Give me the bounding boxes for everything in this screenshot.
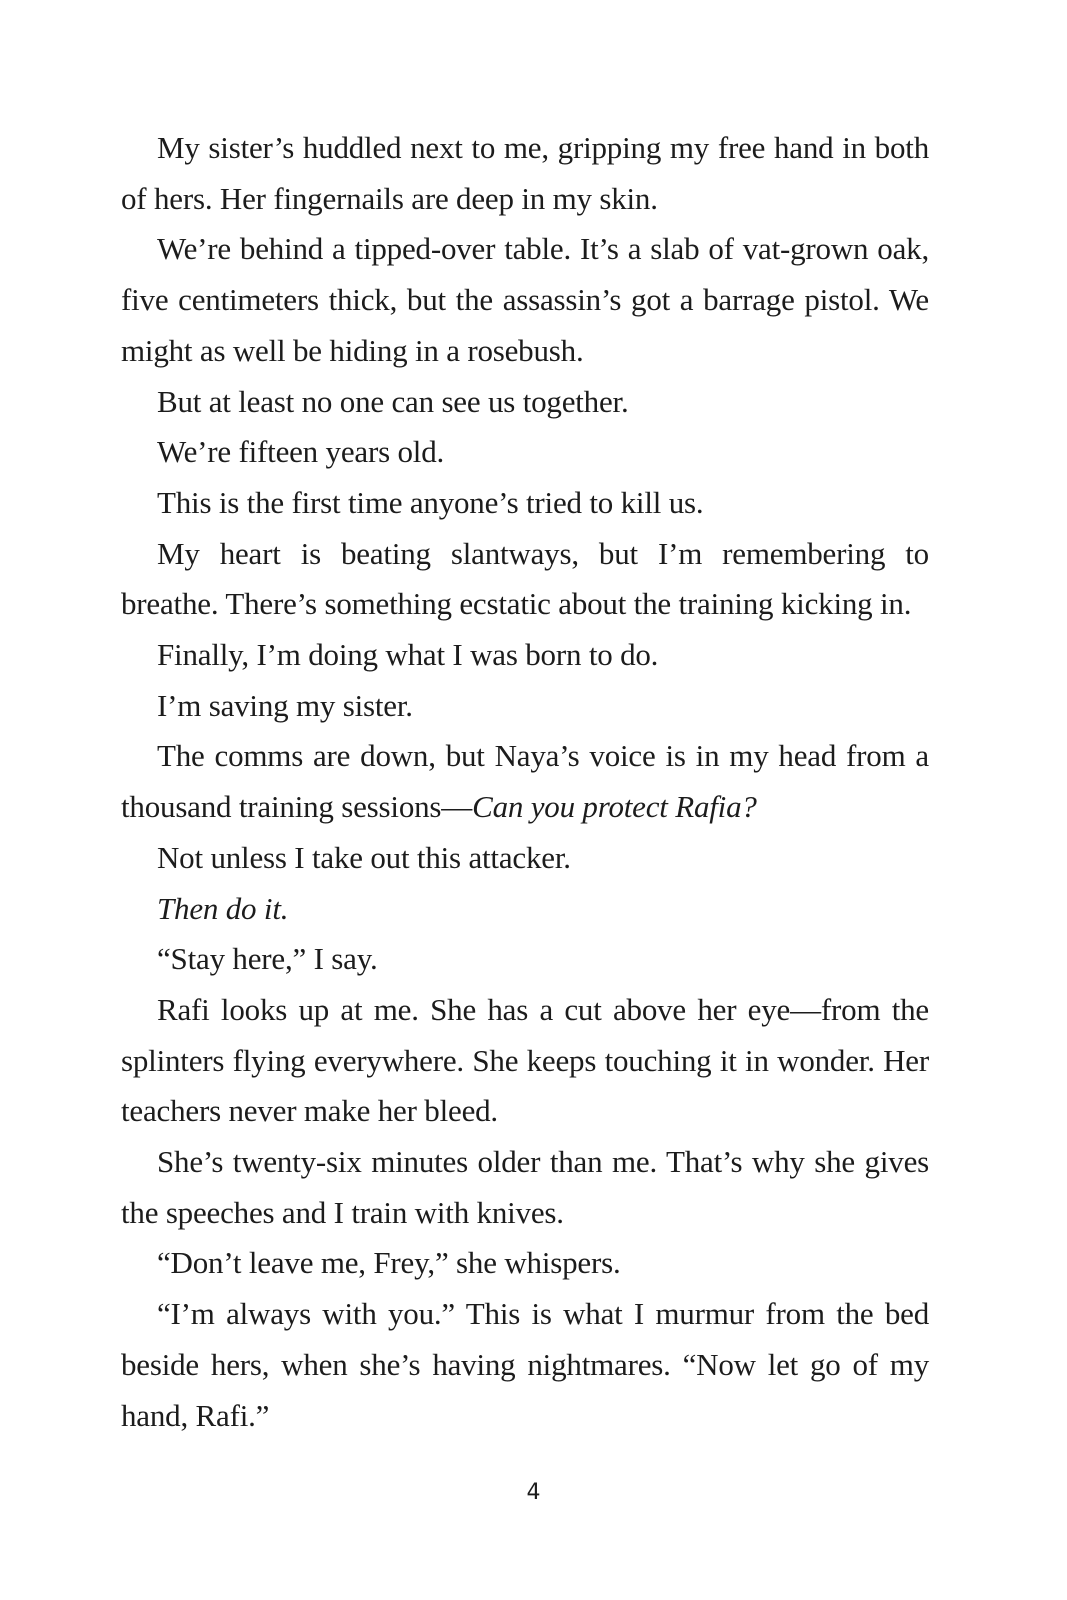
paragraph-text: The comms are down, but Naya’s voice is in my head from a thousand training sessions— [121, 738, 929, 825]
body-text [121, 123, 929, 1441]
paragraph [121, 731, 929, 832]
page-number: 4 [526, 1480, 541, 1505]
paragraph [121, 884, 929, 935]
paragraph: I’m saving my sister. [157, 687, 413, 723]
paragraph: We’re fifteen years old. [157, 434, 445, 470]
paragraph: Not unless I take out this attacker. [157, 839, 571, 875]
paragraph: “I’m always with you.” This is what I murmur from the bed beside hers, when she’s having nightmares. “Now let go of my hand, Rafi.” [121, 1296, 929, 1433]
italic-thought: Can you protect Rafia? [472, 789, 757, 825]
paragraph: She’s twenty-six minutes older than me. That’s why she gives the speeches and I train with knives. [121, 1144, 929, 1230]
italic-thought: Then do it. [157, 890, 289, 926]
paragraph: This is the first time anyone’s tried to kill us. [157, 484, 704, 520]
paragraph: But at least no one can see us together. [157, 383, 629, 419]
paragraph: My heart is beating slantways, but I’m remembering to breathe. There’s something ecstatic about the training kicking in. [121, 535, 929, 622]
paragraph: My sister’s huddled next to me, gripping my free hand in both of hers. Her fingernails are deep in my skin. [121, 130, 929, 216]
paragraph: “Stay here,” I say. [157, 941, 378, 977]
paragraph: “Don’t leave me, Frey,” she whispers. [157, 1245, 621, 1281]
paragraph: We’re behind a tipped-over table. It’s a slab of vat-grown oak, five centimeters thick, but the assassin’s got a barrage pistol. We might as well be hiding in a rosebush. [121, 231, 929, 368]
paragraph: Finally, I’m doing what I was born to do. [157, 637, 659, 673]
paragraph: Rafi looks up at me. She has a cut above her eye—from the splinters flying everywhere. She keeps touching it in wonder. Her teachers never make her bleed. [121, 991, 929, 1129]
